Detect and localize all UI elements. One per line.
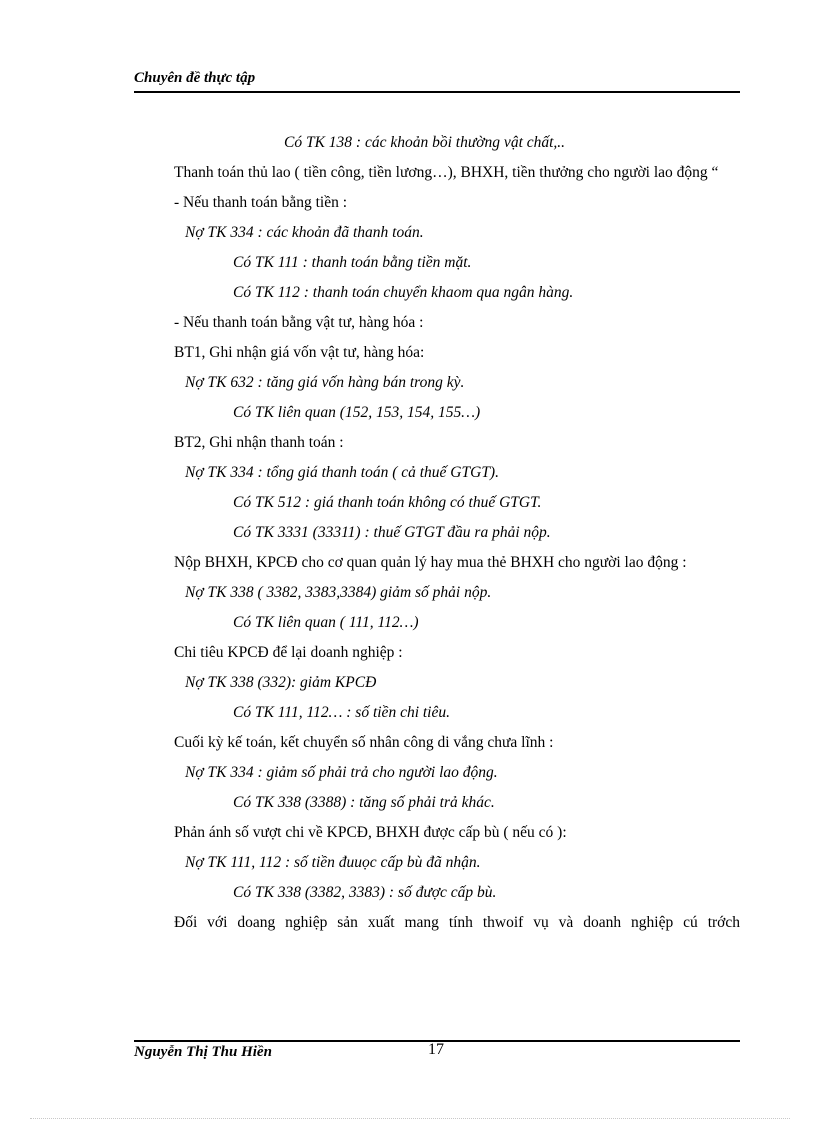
footer-author: Nguyễn Thị Thu Hiền bbox=[134, 1044, 272, 1060]
text-line: Nợ TK 111, 112 : số tiền đuuọc cấp bù đã nhận. bbox=[185, 854, 481, 871]
page-number: 17 bbox=[428, 1041, 444, 1058]
text-line: Có TK 3331 (33311) : thuế GTGT đầu ra phải nộp. bbox=[233, 524, 551, 541]
text-line: Có TK 512 : giá thanh toán không có thuế GTGT. bbox=[233, 494, 542, 511]
page-edge-divider bbox=[30, 1118, 790, 1119]
text-line: Nợ TK 338 ( 3382, 3383,3384) giảm số phải nộp. bbox=[185, 584, 492, 601]
text-line: Có TK 112 : thanh toán chuyển khaom qua ngân hàng. bbox=[233, 284, 574, 301]
text-line: BT2, Ghi nhận thanh toán : bbox=[174, 434, 344, 451]
text-line: Chi tiêu KPCĐ để lại doanh nghiệp : bbox=[174, 644, 403, 661]
document-body bbox=[134, 128, 740, 938]
text-line: Có TK liên quan (152, 153, 154, 155…) bbox=[233, 404, 481, 421]
page-header-title: Chuyên đề thực tập bbox=[134, 70, 256, 86]
text-line: Nợ TK 334 : các khoản đã thanh toán. bbox=[185, 224, 424, 241]
text-line: Nợ TK 334 : tổng giá thanh toán ( cả thuế GTGT). bbox=[185, 464, 499, 481]
text-line: Có TK liên quan ( 111, 112…) bbox=[233, 614, 419, 631]
header-divider bbox=[134, 91, 740, 93]
text-line: Nợ TK 334 : giảm số phải trả cho người lao động. bbox=[185, 764, 498, 781]
text-line: Nợ TK 632 : tăng giá vốn hàng bán trong kỳ. bbox=[185, 374, 465, 391]
text-line: - Nếu thanh toán bằng vật tư, hàng hóa : bbox=[174, 314, 424, 331]
text-line: BT1, Ghi nhận giá vốn vật tư, hàng hóa: bbox=[174, 344, 425, 361]
text-line: Có TK 338 (3382, 3383) : số được cấp bù. bbox=[233, 884, 497, 901]
text-line: Có TK 138 : các khoản bồi thường vật chất,.. bbox=[284, 134, 566, 151]
text-line: - Nếu thanh toán bằng tiền : bbox=[174, 194, 348, 211]
text-line: Phản ánh số vượt chi về KPCĐ, BHXH được cấp bù ( nếu có ): bbox=[174, 824, 567, 841]
text-paragraph: Thanh toán thủ lao ( tiền công, tiền lương…), BHXH, tiền thưởng cho người lao động “ bbox=[174, 164, 719, 181]
text-line: Đối với doang nghiệp sản xuất mang tính thwoif vụ và doanh nghiệp cú trớch bbox=[174, 914, 740, 931]
text-paragraph: Nộp BHXH, KPCĐ cho cơ quan quản lý hay mua thẻ BHXH cho người lao động : bbox=[174, 554, 687, 571]
text-line: Có TK 111 : thanh toán bằng tiền mặt. bbox=[233, 254, 472, 271]
text-line: Có TK 111, 112… : số tiền chi tiêu. bbox=[233, 704, 450, 721]
text-line: Có TK 338 (3388) : tăng số phải trả khác. bbox=[233, 794, 495, 811]
text-line: Nợ TK 338 (332): giảm KPCĐ bbox=[185, 674, 377, 691]
text-line: Cuối kỳ kế toán, kết chuyển số nhân công di vắng chưa lĩnh : bbox=[174, 734, 554, 751]
